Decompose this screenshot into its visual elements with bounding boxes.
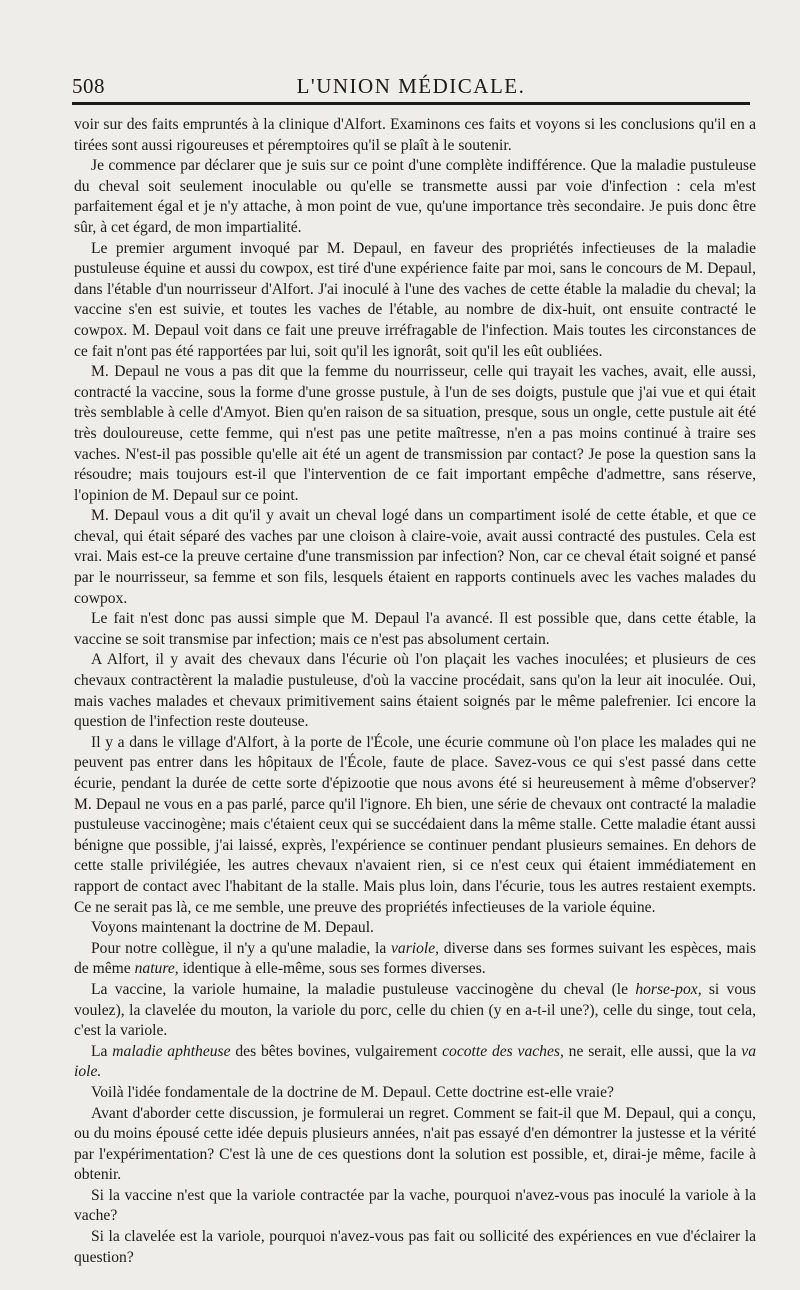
paragraph-vaccine (74, 980, 756, 1042)
paragraph: M. Depaul vous a dit qu'il y avait un cheval logé dans un compartiment isolé de cette étable, et que ce cheval, qui était séparé des vaches par une cloison à claire-voie, avait aussi contracté des pustules. Cela est vrai. Mais est-ce la preuve certaine d'une transmission par infection? Non, car ce cheval était soigné et pansé par le nourrisseur, sa femme et son fils, lesquels étaient en rapports continuels avec les vaches malades du cowpox. (74, 507, 756, 607)
paragraph: Il y a dans le village d'Alfort, à la porte de l'École, une écurie commune où l'on place les malades qui ne peuvent pas entrer dans les hôpitaux de l'École, faute de place. Savez-vous ce qui s'est passé dans cette écurie, pendant la durée de cette sorte d'épizootie que nous avons été si heureusement à même d'observer? M. Depaul ne vous en a pas parlé, parce qu'il l'ignore. Eh bien, une série de chevaux ont contracté la maladie pustuleuse vaccinogène; mais c'étaient ceux qui se succédaient dans la même stalle. Cette maladie étant aussi bénigne que possible, j'ai laissé, exprès, l'expérience se continuer pendant plusieurs semaines. En dehors de cette stalle privilégiée, les autres chevaux n'avaient rien, si ce n'est ceux qui étaient immédiatement en rapport de contact avec l'habitant de la stalle. Mais plus loin, dans l'écurie, tous les autres restaient exempts. Ce ne serait pas là, ce me semble, une preuve des propriétés infectieuses de la variole équine. (74, 733, 756, 916)
italic-run: maladie aphtheuse (112, 1042, 231, 1060)
paragraph: Voilà l'idée fondamentale de la doctrine de M. Depaul. Cette doctrine est-elle vraie? (91, 1083, 614, 1101)
italic-run: nature, (134, 960, 179, 978)
text-run: La (91, 1042, 113, 1060)
paragraph: A Alfort, il y avait des chevaux dans l'écurie où l'on plaçait les vaches inoculées; et plusieurs de ces chevaux contractèrent la maladie pustuleuse, d'où la vaccine procédait, sans qu'on la leur ait inoculée. Oui, mais vaches malades et chevaux primitivement sains étaient soignés par le même palefrenier. Ici encore la question de l'infection reste douteuse. (74, 651, 756, 731)
paragraph-aphtheuse (74, 1042, 756, 1083)
paragraph-doctrine (74, 939, 756, 980)
header-rule (72, 102, 750, 105)
paragraph: Si la vaccine n'est que la variole contractée par la vache, pourquoi n'avez-vous pas inoculé la variole à la vache? (74, 1186, 756, 1225)
article-body (74, 115, 756, 1268)
paragraph: Je commence par déclarer que je suis sur ce point d'une complète indifférence. Que la maladie pustuleuse du cheval soit seulement inoculable ou qu'elle se transmette aussi par voie d'infection : cela m'est parfaitement égal et je n'y attache, à mon point de vue, qu'une importance très secondaire. Je puis donc être sûr, à cet égard, de mon impartialité. (74, 157, 756, 236)
paragraph: Voyons maintenant la doctrine de M. Depaul. (91, 919, 374, 937)
page-number: 508 (72, 74, 105, 98)
italic-run: cocotte des vaches, (442, 1042, 564, 1060)
italic-run: variole, (390, 939, 440, 957)
text-run: si vous voulez), la clavelée du mouton, la variole du porc, celle du chien (y en a-t-il une?), celle du singe, tout cela, c'est la variole. (74, 980, 756, 1040)
text-run: Pour notre collègue, il n'y a qu'une maladie, la (91, 939, 391, 957)
paragraph: Si la clavelée est la variole, pourquoi n'avez-vous pas fait ou sollicité des expériences en vue d'éclairer la question? (74, 1228, 756, 1266)
running-title: L'UNION MÉDICALE. (296, 74, 526, 98)
paragraph: voir sur des faits empruntés à la clinique d'Alfort. Examinons ces faits et voyons si les conclusions qu'il en a tirées sont aussi rigoureuses et péremptoires qu'il se plaît à le soutenir. (74, 116, 756, 154)
text-run: diverse dans ses formes suivant les espèces, mais de même (74, 939, 757, 978)
text-run: ne serait, elle aussi, que la (563, 1042, 742, 1060)
text-run: des bêtes bovines, vulgairement (230, 1042, 443, 1060)
paragraph: Le premier argument invoqué par M. Depaul, en faveur des propriétés infectieuses de la maladie pustuleuse équine et aussi du cowpox, est tiré d'une expérience faite par moi, sans le concours de M. Depaul, dans l'étable d'un nourrisseur d'Alfort. J'ai inoculé à l'une des vaches de cette étable la maladie du cheval; la vaccine s'en est suivie, et toutes les vaches de l'étable, au nombre de dix-huit, ont ensuite contracté le cowpox. M. Depaul voit dans ce fait une preuve irréfragable de l'infection. Mais toutes les circonstances de ce fait n'ont pas été rapportées par lui, soit qu'il les ignorât, soit qu'il les eût oubliées. (74, 239, 756, 360)
paragraph: Avant d'aborder cette discussion, je formulerai un regret. Comment se fait-il que M. Depaul, qui a conçu, ou du moins épousé cette idée depuis plusieurs années, n'ait pas essayé d'en démontrer la justesse et la vérité par l'expérimentation? C'est là une de ces questions dont la solution est possible, et, dirai-je même, facile à obtenir. (74, 1104, 756, 1184)
paragraph: Le fait n'est donc pas aussi simple que M. Depaul l'a avancé. Il est possible que, dans cette étable, la vaccine se soit transmise par infection; mais ce n'est pas absolument certain. (74, 610, 756, 648)
italic-run: va iole. (74, 1042, 757, 1081)
page-header (72, 72, 750, 102)
text-run: La vaccine, la variole humaine, la maladie pustuleuse vaccinogène du cheval (le (91, 980, 636, 998)
paragraph: M. Depaul ne vous a pas dit que la femme du nourrisseur, celle qui trayait les vaches, avait, elle aussi, contracté la vaccine, sous la forme d'une grosse pustule, à l'un de ses doigts, pustule que j'ai vue et qui était très semblable à celle d'Amyot. Bien qu'en raison de sa situation, presque, sous un ongle, cette pustule ait été très douloureuse, cette femme, qui n'est pas une petite maîtresse, n'en a pas moins continué à traire ses vaches. N'est-il pas possible qu'elle ait été un agent de transmission par contact? Je pose la question sans la résoudre; mais toujours est-il que l'intervention de ce fait important empêche d'admettre, sans réserve, l'opinion de M. Depaul sur ce point. (74, 363, 756, 504)
italic-run: horse-pox, (635, 980, 702, 998)
text-run: identique à elle-même, sous ses formes diverses. (178, 960, 486, 978)
